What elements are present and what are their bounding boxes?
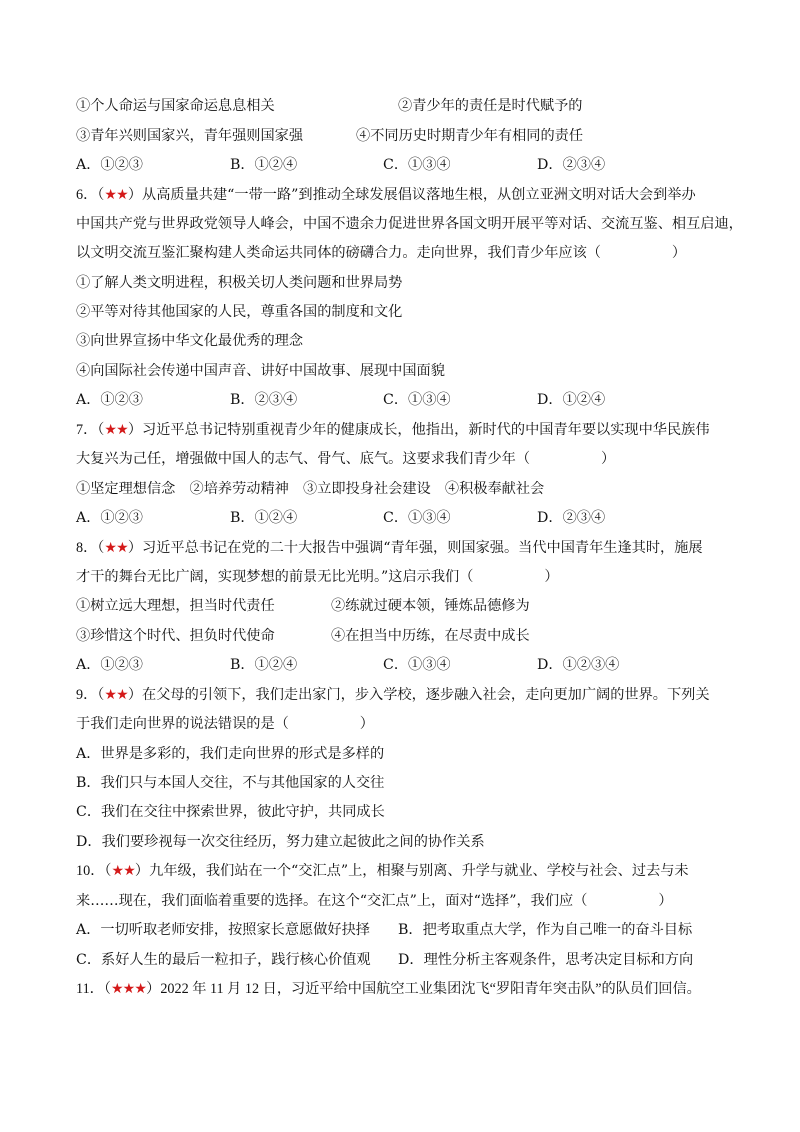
question-7-stem-line-1 (76, 420, 710, 440)
paren-close: ） (134, 863, 150, 879)
option-b: B．我们只与本国人交往，不与其他国家的人交往 (76, 775, 385, 791)
answer-b: B．①②④ (230, 510, 298, 526)
answer-b: B．②③④ (230, 392, 298, 408)
paren-close: ） (146, 981, 161, 997)
answer-a: A．①②③ (76, 157, 143, 173)
question-10-stem-line-1 (76, 861, 689, 881)
question-6-stem-line-2: 中国共产党与世界政党领导人峰会，中国不遗余力促进世界各国文明开展平等对话、交流互鉴、相互启迪， (76, 216, 743, 232)
answer-b: B．①②④ (230, 657, 298, 673)
question-number: 11．（ (76, 981, 111, 997)
option-3: ③青年兴则国家兴，青年强则国家强 (76, 128, 304, 144)
answer-c: C．①③④ (383, 657, 451, 673)
answer-c: C．①③④ (383, 157, 451, 173)
option-3: ③向世界宣扬中华文化最优秀的理念 (76, 333, 304, 349)
question-number: 9．（ (76, 687, 105, 703)
stem-text: 2022 年 11 月 12 日，习近平给中国航空工业集团沈飞“罗阳青年突击队”的队员们回信。 (160, 981, 701, 997)
question-6-stem-line-1 (76, 185, 696, 205)
paren-close: ） (127, 187, 143, 203)
answer-a: A．①②③ (76, 657, 143, 673)
paren-close: ） (127, 422, 143, 438)
option-2: ②青少年的责任是时代赋予的 (398, 98, 583, 114)
stem-text: 习近平总书记在党的二十大报告中强调“青年强，则国家强。当代中国青年生逢其时，施展 (142, 540, 703, 556)
answer-d: D．②③④ (537, 510, 606, 526)
option-4: ④向国际社会传递中国声音、讲好中国故事、展现中国面貌 (76, 363, 445, 379)
option-a: A．世界是多彩的，我们走向世界的形式是多样的 (76, 746, 385, 762)
question-11-stem-line-1 (76, 979, 701, 999)
question-8-stem-line-2: 才干的舞台无比广阔，实现梦想的前景无比光明。”这启示我们（ ） (76, 569, 559, 585)
difficulty-stars: ★★ (104, 187, 128, 203)
option-4: ④在担当中历练，在尽责中成长 (331, 628, 530, 644)
question-9-stem-line-1 (76, 685, 710, 705)
option-1: ①个人命运与国家命运息息相关 (76, 98, 275, 114)
question-7-options: ①坚定理想信念 ②培养劳动精神 ③立即投身社会建设 ④积极奉献社会 (76, 481, 545, 497)
question-number: 7．（ (76, 422, 105, 438)
option-2: ②平等对待其他国家的人民，尊重各国的制度和文化 (76, 304, 403, 320)
answer-d: D．①②③④ (537, 657, 620, 673)
question-number: 6．（ (76, 187, 105, 203)
question-6-stem-line-3: 以文明交流互鉴汇聚构建人类命运共同体的磅礴合力。走向世界，我们青少年应该（ ） (76, 245, 687, 261)
question-number: 10．（ (76, 863, 112, 879)
option-c: C．系好人生的最后一粒扣子，践行核心价值观 (76, 952, 371, 968)
question-8-stem-line-1 (76, 538, 703, 558)
stem-text: 习近平总书记特别重视青少年的健康成长，他指出，新时代的中国青年要以实现中华民族伟 (142, 422, 710, 438)
paren-close: ） (127, 540, 143, 556)
answer-c: C．①③④ (383, 510, 451, 526)
question-9-stem-line-2: 于我们走向世界的说法错误的是（ ） (76, 716, 374, 732)
difficulty-stars: ★★ (104, 687, 128, 703)
option-3: ③珍惜这个时代、担负时代使命 (76, 628, 275, 644)
question-number: 8．（ (76, 540, 105, 556)
paren-close: ） (127, 687, 143, 703)
option-d: D．理性分析主客观条件，思考决定目标和方向 (398, 952, 694, 968)
option-c: C．我们在交往中探索世界，彼此守护，共同成长 (76, 804, 385, 820)
answer-d: D．①②④ (537, 392, 606, 408)
option-d: D．我们要珍视每一次交往经历，努力建立起彼此之间的协作关系 (76, 834, 485, 850)
option-a: A．一切听取老师安排，按照家长意愿做好抉择 (76, 922, 370, 938)
difficulty-stars: ★★ (104, 540, 128, 556)
option-b: B．把考取重点大学，作为自己唯一的奋斗目标 (398, 922, 693, 938)
difficulty-stars: ★★★ (110, 981, 147, 997)
question-10-stem-line-2: 来……现在，我们面临着重要的选择。在这个“交汇点”上，面对“选择”，我们应（ ） (76, 893, 673, 909)
stem-text: 在父母的引领下，我们走出家门，步入学校，逐步融入社会，走向更加广阔的世界。下列关 (142, 687, 710, 703)
answer-c: C．①③④ (383, 392, 451, 408)
option-1: ①了解人类文明进程，积极关切人类问题和世界局势 (76, 275, 403, 291)
answer-a: A．①②③ (76, 510, 143, 526)
option-1: ①树立远大理想，担当时代责任 (76, 598, 275, 614)
option-4: ④不同历史时期青少年有相同的责任 (356, 128, 584, 144)
question-7-stem-line-2: 大复兴为己任，增强做中国人的志气、骨气、底气。这要求我们青少年（ ） (76, 451, 616, 467)
answer-b: B．①②④ (230, 157, 298, 173)
stem-text: 从高质量共建“一带一路”到推动全球发展倡议落地生根，从创立亚洲文明对话大会到举办 (142, 187, 696, 203)
stem-text: 九年级，我们站在一个“交汇点”上，相聚与别离、升学与就业、学校与社会、过去与未 (149, 863, 689, 879)
difficulty-stars: ★★ (104, 422, 128, 438)
answer-d: D．②③④ (537, 157, 606, 173)
option-2: ②练就过硬本领，锤炼品德修为 (331, 598, 530, 614)
difficulty-stars: ★★ (111, 863, 135, 879)
answer-a: A．①②③ (76, 392, 143, 408)
